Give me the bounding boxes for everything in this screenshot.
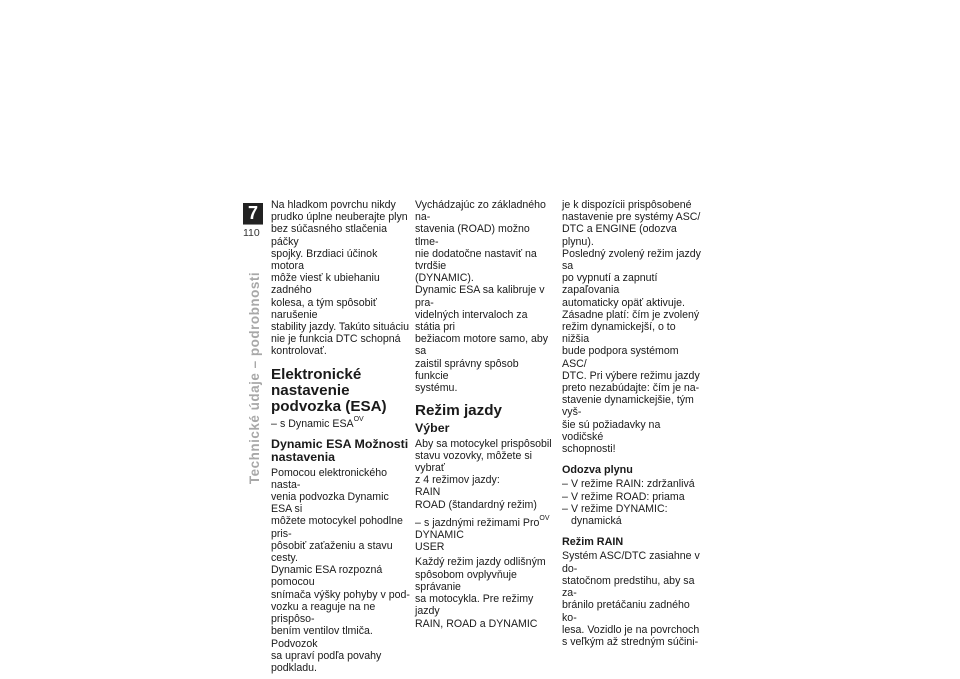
- list-item-text: V režime ROAD: priama: [571, 490, 685, 503]
- riding-mode-heading: Režim jazdy: [415, 402, 502, 420]
- rain-mode-heading: Režim RAIN: [562, 536, 624, 549]
- dash-marker: –: [562, 490, 568, 503]
- dash-marker: –: [415, 516, 421, 529]
- list-item: [562, 491, 702, 503]
- esa-subheading: Dynamic ESA Možnosti nastavenia: [271, 436, 409, 465]
- selection-subheading: Výber: [415, 421, 450, 436]
- column-2: [415, 199, 555, 630]
- col2-intro-text: Vychádzajúc zo základného na- stavenia (ROAD) možno tlme- nie dodatočne nastaviť na tvrdšie (DYNAMIC). Dynamic ESA sa kalibruje v pra- videlných intervaloch za státia pri bežiacom motore samo, aby sa zaistil správny spôsob funkcie systému.: [415, 199, 549, 395]
- col3-intro-text: je k dispozícii prispôsobené nastavenie pre systémy ASC/ DTC a ENGINE (odozva plynu). Posledný zvolený režim jazdy sa po vypnutí a zapnutí zapaľovania automaticky opäť aktivuje. Zásadne platí: čím je zvolený režim dynamickejší, o to nižšia bude podpora systémom ASC/ DTC. Pri výbere režimu jazdy preto nezabúdajte: čím je na- stavenie dynamickejšie, tým vyš- šie sú požiadavky na vodičské schopnosti!: [562, 199, 701, 456]
- extra-modes-text: DYNAMIC USER: [415, 529, 464, 554]
- option-item: [415, 514, 555, 529]
- col1-body-text: Pomocou elektronického nasta- venia podvozka Dynamic ESA si môžete motocykel pohodlne pris- pôsobiť zaťaženiu a stavu cesty. Dynamic ESA rozpozná pomocou snímača výšky pohyby v pod- vozku a reaguje na ne prispôso- bením ventilov tlmiča. Podvozok sa upraví podľa povahy podkladu.: [271, 466, 410, 674]
- dash-marker: –: [562, 502, 568, 515]
- option-text: s jazdnými režimami Pro$^{OV}$: [424, 514, 550, 529]
- list-item-text: V režime RAIN: zdržanlivá: [571, 478, 695, 491]
- column-3: [562, 199, 702, 648]
- option-text: s Dynamic $ESA^{OV}$: [280, 415, 364, 430]
- dash-marker: –: [562, 478, 568, 491]
- list-item: [562, 503, 702, 527]
- chapter-number: 7: [243, 203, 263, 224]
- col3-body-text: Systém ASC/DTC zasiahne v do- statočnom predstihu, aby sa za- bránilo pretáčaniu zadného ko- lesa. Vozidlo je na povrchoch s veľkým až stredným súčini-: [562, 550, 700, 648]
- option-item: [271, 415, 411, 430]
- chapter-title: Technické údaje – podrobnosti: [247, 271, 262, 485]
- option-superscript: OV: [353, 415, 364, 423]
- col2-body-text: Aby sa motocykel prispôsobil stavu vozovky, môžete si vybrať z 4 režimov jazdy: RAIN ROAD (štandardný režim): [415, 437, 552, 511]
- esa-heading: Elektronické nastavenie podvozka (ESA): [271, 365, 387, 415]
- dash-marker: –: [271, 417, 277, 430]
- list-item: [562, 478, 702, 490]
- page-number: 110: [243, 227, 260, 239]
- option-superscript: OV: [539, 514, 550, 522]
- list-item-text: V režime DYNAMIC: dynamická: [571, 502, 668, 528]
- col1-intro-text: Na hladkom povrchu nikdy prudko úplne neuberajte plyn bez súčasného stlačenia páčky spojky. Brzdiaci účinok motora môže viesť k ubiehaniu zadného kolesa, a tým spôsobiť narušenie stability jazdy. Takúto situáciu nie je funkcia DTC schopná kontrolovať.: [271, 199, 409, 358]
- throttle-response-heading: Odozva plynu: [562, 464, 633, 477]
- col2-body2-text: Každý režim jazdy odlišným spôsobom ovplyvňuje správanie sa motocykla. Pre režimy jazdy RAIN, ROAD a DYNAMIC: [415, 556, 546, 630]
- column-1: [271, 199, 411, 674]
